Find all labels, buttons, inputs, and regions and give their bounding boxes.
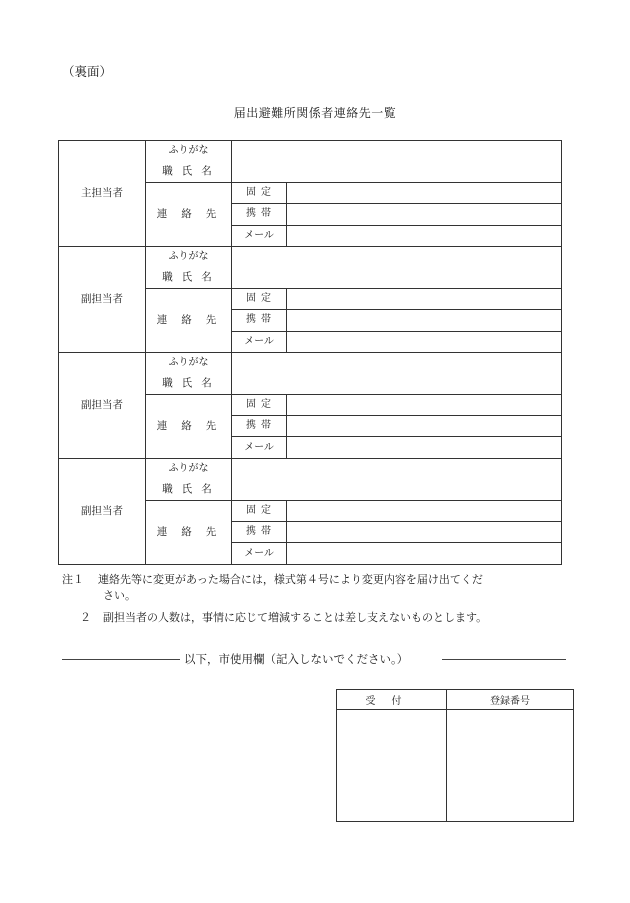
furigana-field[interactable]	[232, 458, 562, 479]
reception-header: 受付	[337, 690, 447, 710]
mobile-phone-label: 携帯	[232, 310, 287, 331]
note-2-number: ２	[80, 611, 91, 624]
note-1-continuation: さい。	[103, 589, 136, 602]
fixed-phone-field[interactable]	[287, 288, 562, 309]
office-use-divider-text: 以下，市使用欄（記入しないでください。）	[184, 652, 409, 666]
contact-label: 連絡先	[146, 500, 232, 564]
mobile-phone-field[interactable]	[287, 416, 562, 437]
reception-stamp-field[interactable]	[337, 710, 447, 822]
office-use-table	[336, 689, 574, 822]
person-row-furigana	[59, 352, 562, 373]
furigana-field[interactable]	[232, 141, 562, 162]
name-label: 職氏名	[146, 161, 232, 182]
role-label: 主担当者	[59, 141, 146, 247]
name-field[interactable]	[232, 161, 562, 182]
mobile-phone-field[interactable]	[287, 204, 562, 225]
mail-field[interactable]	[287, 437, 562, 458]
fixed-phone-label: 固定	[232, 182, 287, 203]
name-field[interactable]	[232, 479, 562, 500]
mobile-phone-label: 携帯	[232, 416, 287, 437]
fixed-phone-field[interactable]	[287, 500, 562, 521]
fixed-phone-label: 固定	[232, 288, 287, 309]
document-title: 届出避難所関係者連絡先一覧	[233, 106, 397, 120]
page-side-label: （裏面）	[62, 64, 113, 79]
note-1-text-line1: 連絡先等に変更があった場合には，様式第４号により変更内容を届け出てくだ	[98, 573, 483, 586]
mobile-phone-field[interactable]	[287, 310, 562, 331]
mail-label: メール	[232, 543, 287, 564]
furigana-field[interactable]	[232, 246, 562, 267]
mail-field[interactable]	[287, 543, 562, 564]
note-2-text: 副担当者の人数は，事情に応じて増減することは差し支えないものとします。	[103, 611, 488, 624]
fixed-phone-label: 固定	[232, 394, 287, 415]
role-label: 副担当者	[59, 458, 146, 564]
role-label: 副担当者	[59, 246, 146, 352]
divider-line-right	[442, 659, 566, 660]
note-1-number: 注１	[62, 573, 84, 586]
name-label: 職氏名	[146, 267, 232, 288]
mail-label: メール	[232, 225, 287, 246]
contact-list-table	[58, 140, 562, 565]
furigana-label: ふりがな	[146, 246, 232, 267]
person-row-furigana	[59, 141, 562, 162]
furigana-label: ふりがな	[146, 352, 232, 373]
fixed-phone-label: 固定	[232, 500, 287, 521]
contact-label: 連絡先	[146, 288, 232, 352]
name-field[interactable]	[232, 267, 562, 288]
furigana-label: ふりがな	[146, 458, 232, 479]
name-label: 職氏名	[146, 373, 232, 394]
registration-number-header: 登録番号	[447, 690, 574, 710]
fixed-phone-field[interactable]	[287, 394, 562, 415]
mail-field[interactable]	[287, 225, 562, 246]
mobile-phone-label: 携帯	[232, 204, 287, 225]
mail-label: メール	[232, 331, 287, 352]
contact-label: 連絡先	[146, 182, 232, 246]
person-row-furigana	[59, 458, 562, 479]
person-row-furigana	[59, 246, 562, 267]
mobile-phone-label: 携帯	[232, 522, 287, 543]
mobile-phone-field[interactable]	[287, 522, 562, 543]
fixed-phone-field[interactable]	[287, 182, 562, 203]
furigana-field[interactable]	[232, 352, 562, 373]
furigana-label: ふりがな	[146, 141, 232, 162]
contact-label: 連絡先	[146, 394, 232, 458]
note-1	[62, 572, 483, 588]
role-label: 副担当者	[59, 352, 146, 458]
divider-line-left	[62, 659, 180, 660]
mail-label: メール	[232, 437, 287, 458]
registration-number-field[interactable]	[447, 710, 574, 822]
mail-field[interactable]	[287, 331, 562, 352]
note-2	[80, 610, 487, 626]
name-label: 職氏名	[146, 479, 232, 500]
name-field[interactable]	[232, 373, 562, 394]
